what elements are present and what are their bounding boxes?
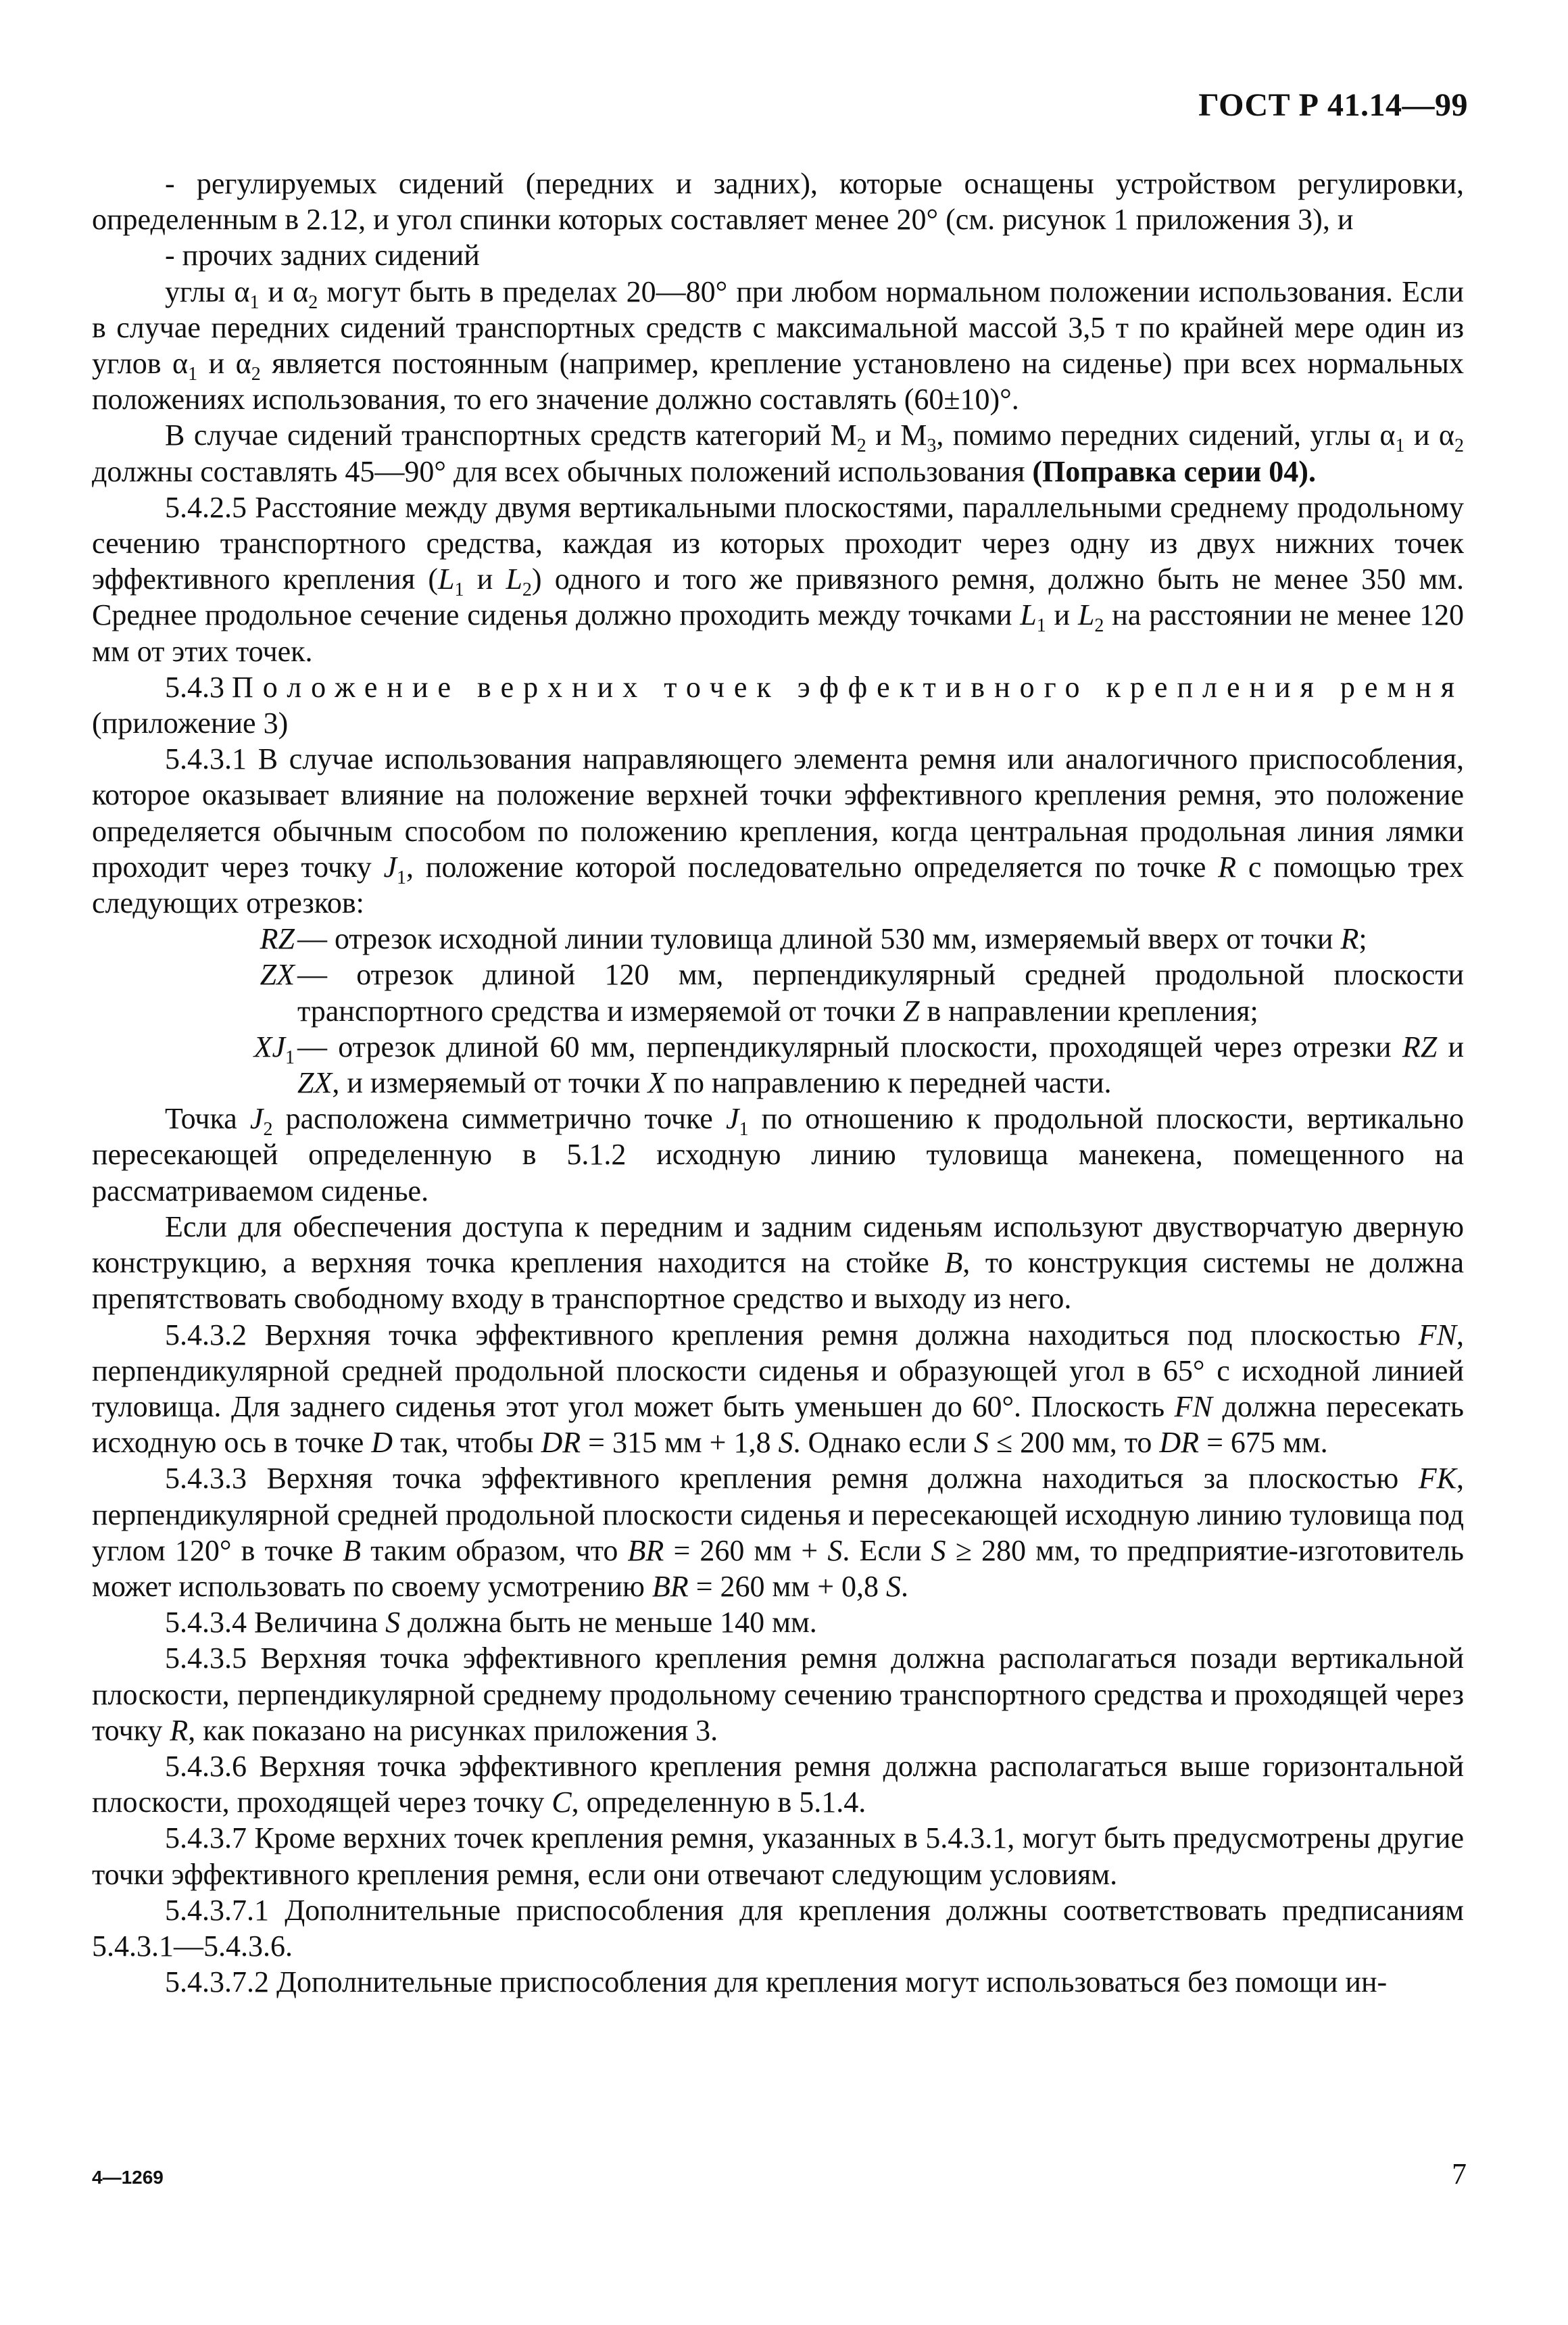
paragraph-5-4-3-4: 5.4.3.4 Величина S должна быть не меньше 140 мм. bbox=[165, 1606, 817, 1639]
definition-zx: ZX — отрезок длиной 120 мм, перпендикулярный средней продольной плоскости транспортного средства и измеряемой от точки Z в направлении крепления; bbox=[260, 958, 1464, 1028]
page-number: 7 bbox=[1452, 2157, 1467, 2190]
paragraph-5-4-3-2: 5.4.3.2 Верхняя точка эффективного крепления ремня должна находиться под плоскостью FN, перпендикулярной средней продольной плоскости сиденья и образующей угол в 65° с исходной линией туловища. Для заднего сиденья этот угол может быть уменьшен до 60°. Плоскость FN должна пересекать исходную ось в точке D так, чтобы DR = 315 мм + 1,8 S. Однако если S ≤ 200 мм, то DR = 675 мм. bbox=[92, 1318, 1464, 1460]
definition-rz: RZ — отрезок исходной линии туловища длиной 530 мм, измеряемый вверх от точки R; bbox=[260, 922, 1367, 956]
standard-header: ГОСТ Р 41.14—99 bbox=[1198, 87, 1468, 123]
section-heading-5-4-3: 5.4.3 Положение верхних точек эффективного крепления ремня (приложение 3) bbox=[92, 670, 1464, 740]
paragraph-5-4-3-3: 5.4.3.3 Верхняя точка эффективного крепления ремня должна находиться за плоскостью FK, перпендикулярной средней продольной плоскости сиденья и пересекающей исходную линию туловища под углом 120° в точке B таким образом, что BR = 260 мм + S. Если S ≥ 280 мм, то предприятие-изготовитель может использовать по своему усмотрению BR = 260 мм + 0,8 S. bbox=[92, 1462, 1464, 1603]
segment-definitions bbox=[92, 921, 1464, 1101]
document-body bbox=[92, 166, 1464, 2000]
paragraph-5-4-3-7-1: 5.4.3.7.1 Дополнительные приспособления для крепления должны соответствовать предписаниям 5.4.3.1—5.4.3.6. bbox=[92, 1893, 1464, 1963]
definition-xj1: $XJ_1$ — отрезок длиной 60 мм, перпендикулярный плоскости, проходящей через отрезки RZ и ZX, и измеряемый от точки X по направлению к передней части. bbox=[253, 1030, 1465, 1100]
paragraph-5-4-2-5: 5.4.2.5 Расстояние между двумя вертикальными плоскостями, параллельными среднему продольному сечению транспортного средства, каждая из которых проходит через одну из двух нижних точек эффективного крепления ($L_1$ и $L_2$) одного и того же привязного ремня, должно быть не менее 350 мм. Среднее продольное сечение сиденья должно проходить между точками $L_1$ и $L_2$ на расстоянии не менее 120 мм от этих точек. bbox=[92, 490, 1465, 668]
paragraph-5-4-3-5: 5.4.3.5 Верхняя точка эффективного крепления ремня должна располагаться позади вертикальной плоскости, перпендикулярной среднему продольному сечению транспортного средства и проходящей через точку R, как показано на рисунках приложения 3. bbox=[92, 1641, 1464, 1747]
paragraph-door-construction: Если для обеспечения доступа к передним и задним сиденьям используют двустворчатую дверную конструкцию, а верхняя точка крепления находится на стойке B, то конструкция системы не должна препятствовать свободному входу в транспортное средство и выходу из него. bbox=[92, 1209, 1464, 1316]
paragraph-categories: В случае сидений транспортных средств категорий $М_2$ и $М_3$, помимо передних сидений, углы $\alpha_1$ и $\alpha_2$ должны составлять 45—90° для всех обычных положений использования (Поправка серии 04). bbox=[92, 418, 1464, 488]
paragraph-adjustable-seats: - регулируемых сидений (передних и задних), которые оснащены устройством регулировки, определенным в 2.12, и угол спинки которых составляет менее 20° (см. рисунок 1 приложения 3), и bbox=[92, 167, 1464, 237]
amendment-note: (Поправка серии 04). bbox=[1032, 454, 1316, 488]
paragraph-5-4-3-1: 5.4.3.1 В случае использования направляющего элемента ремня или аналогичного приспособления, которое оказывает влияние на положение верхней точки эффективного крепления ремня, это положение определяется обычным способом по положению крепления, когда центральная продольная линия лямки проходит через точку $J_1$, положение которой последовательно определяется по точке R с помощью трех следующих отрезков: bbox=[92, 742, 1464, 920]
paragraph-5-4-3-7-2: 5.4.3.7.2 Дополнительные приспособления для крепления могут использоваться без помощи ин- bbox=[165, 1965, 1388, 1999]
paragraph-5-4-3-7: 5.4.3.7 Кроме верхних точек крепления ремня, указанных в 5.4.3.1, могут быть предусмотрены другие точки эффективного крепления ремня, если они отвечают следующим условиям. bbox=[92, 1821, 1464, 1891]
paragraph-point-j2: Точка $J_2$ расположена симметрично точке $J_1$ по отношению к продольной плоскости, вертикально пересекающей определенную в 5.1.2 исходную линию туловища манекена, помещенного на рассматриваемом сиденье. bbox=[92, 1102, 1464, 1207]
paragraph-other-rear-seats: - прочих задних сидений bbox=[165, 239, 480, 272]
paragraph-angles: углы $\alpha_1$ и $\alpha_2$ могут быть в пределах 20—80° при любом нормальном положении использования. Если в случае передних сидений транспортных средств с максимальной массой 3,5 т по крайней мере один из углов $\alpha_1$ и $\alpha_2$ является постоянным (например, крепление установлено на сиденье) при всех нормальных положениях использования, то его значение должно составлять (60±10)°. bbox=[92, 274, 1464, 416]
paragraph-5-4-3-6: 5.4.3.6 Верхняя точка эффективного крепления ремня должна располагаться выше горизонтальной плоскости, проходящей через точку C, определенную в 5.1.4. bbox=[92, 1749, 1464, 1819]
footer-code: 4—1269 bbox=[92, 2167, 164, 2188]
